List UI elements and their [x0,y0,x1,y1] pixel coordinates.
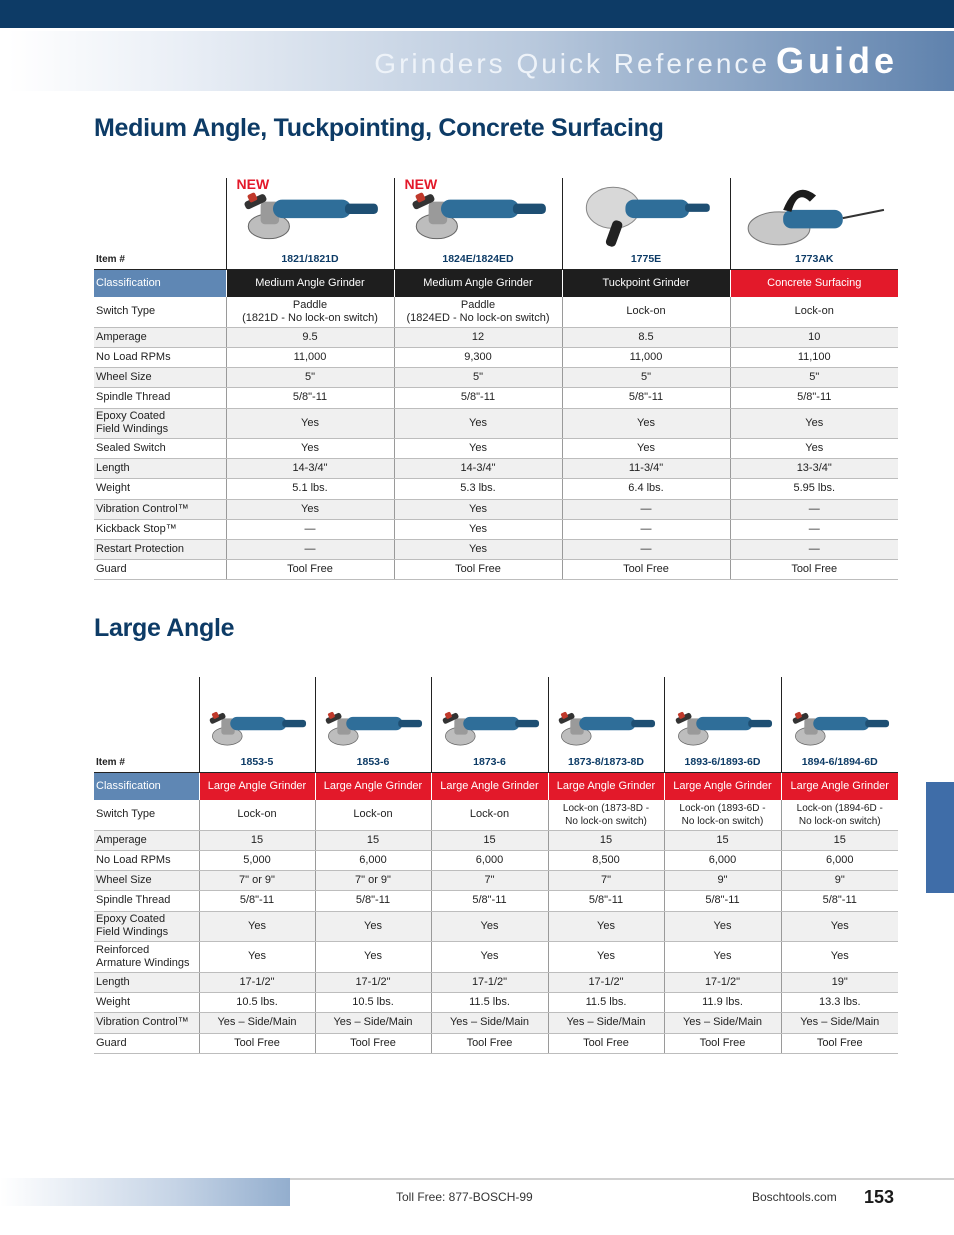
spec-value: Yes – Side/Main [199,1012,315,1033]
grinder-photo [205,702,309,754]
item-number: 1821/1821D [226,251,394,269]
spec-value: Yes [730,438,898,458]
spec-value: Tool Free [548,1033,664,1053]
spec-value: — [730,539,898,559]
classification-row [94,269,898,297]
item-number: 1873-6 [431,754,548,772]
grinder-photo [554,702,658,754]
spec-row [94,478,898,499]
spec-value: 12 [394,327,562,347]
spec-row [94,559,898,579]
spec-value: 17-1/2" [664,972,781,992]
product-image-cell [226,178,394,251]
spec-value: Yes [548,941,664,972]
spec-label: Spindle Thread [94,890,199,911]
classification-value: Large Angle Grinder [199,772,315,800]
spec-value: 5/8"-11 [548,890,664,911]
spec-value: 5" [226,367,394,387]
spec-value: Tool Free [394,559,562,579]
footer-divider [290,1178,954,1180]
spec-row [94,1012,898,1033]
spec-label: Epoxy Coated Field Windings [94,408,226,438]
grinder-photo [571,179,721,251]
spec-value: 13.3 lbs. [781,992,898,1012]
spec-label: Amperage [94,830,199,850]
spec-value: Yes [431,911,548,941]
grinder-photo [671,702,775,754]
spec-value: Yes [664,911,781,941]
spec-row [94,830,898,850]
product-image-cell [199,677,315,754]
item-label: Item # [94,251,226,269]
spec-value: 9,300 [394,347,562,367]
spec-value: Tool Free [199,1033,315,1053]
spec-value: Tool Free [562,559,730,579]
spec-value: 11,100 [730,347,898,367]
spec-value: 6,000 [664,850,781,870]
spec-value: Yes [394,408,562,438]
spec-label: No Load RPMs [94,347,226,367]
spec-label: Wheel Size [94,367,226,387]
spec-value: Yes – Side/Main [431,1012,548,1033]
page-title-bold: Guide [775,40,898,81]
item-number: 1853-6 [315,754,431,772]
classification-value: Large Angle Grinder [431,772,548,800]
spec-value: 5/8"-11 [664,890,781,911]
spec-label: Length [94,972,199,992]
spec-row [94,408,898,438]
classification-value: Large Angle Grinder [548,772,664,800]
product-image-row [94,178,898,251]
image-row-label [94,677,199,754]
spec-row [94,972,898,992]
item-number: 1894-6/1894-6D [781,754,898,772]
page-number: 153 [864,1187,895,1207]
spec-value: Yes [431,941,548,972]
spec-value: Yes [226,438,394,458]
spec-value: 19" [781,972,898,992]
spec-value: 17-1/2" [199,972,315,992]
classification-label: Classification [94,269,226,297]
spec-row [94,911,898,941]
spec-value: Tool Free [730,559,898,579]
spec-value: 15 [781,830,898,850]
spec-value: 7" or 9" [315,870,431,890]
spec-label: Switch Type [94,297,226,327]
spec-value: Tool Free [431,1033,548,1053]
spec-value: 6,000 [431,850,548,870]
grinder-photo [321,702,425,754]
spec-row [94,297,898,327]
spec-label: Amperage [94,327,226,347]
spec-value: 9.5 [226,327,394,347]
spec-value: Yes [226,408,394,438]
classification-value: Large Angle Grinder [315,772,431,800]
item-number: 1873-8/1873-8D [548,754,664,772]
spec-value: 5/8"-11 [562,387,730,408]
spec-value: 5/8"-11 [431,890,548,911]
image-row-label [94,178,226,251]
toll-free-number: Toll Free: 877-BOSCH-99 [396,1190,533,1204]
spec-value: Yes [394,519,562,539]
spec-row [94,800,898,830]
spec-value: Lock-on [315,800,431,830]
spec-row [94,539,898,559]
spec-value: Yes [562,438,730,458]
spec-value: 11.5 lbs. [548,992,664,1012]
item-number: 1775E [562,251,730,269]
spec-value: 9" [664,870,781,890]
spec-value: 5.1 lbs. [226,478,394,499]
spec-value: 17-1/2" [548,972,664,992]
spec-row [94,347,898,367]
product-image-cell [730,178,898,251]
spec-value: 13-3/4" [730,458,898,478]
spec-value: Tool Free [781,1033,898,1053]
spec-value: — [226,539,394,559]
spec-value: 5/8"-11 [394,387,562,408]
spec-value: 7" or 9" [199,870,315,890]
spec-value: — [226,519,394,539]
spec-label: Vibration Control™ [94,1012,199,1033]
section2-title: Large Angle [94,614,235,642]
spec-value: 5/8"-11 [315,890,431,911]
spec-value: 5/8"-11 [199,890,315,911]
spec-label: Vibration Control™ [94,499,226,519]
spec-row [94,327,898,347]
spec-label: Wheel Size [94,870,199,890]
spec-value: 5/8"-11 [730,387,898,408]
spec-value: Yes [199,941,315,972]
spec-value: 5" [394,367,562,387]
item-number-row [94,754,898,772]
spec-value: 10 [730,327,898,347]
spec-row [94,890,898,911]
spec-value: Paddle (1821D - No lock-on switch) [226,297,394,327]
spec-value: 15 [431,830,548,850]
spec-label: No Load RPMs [94,850,199,870]
classification-value: Concrete Surfacing [730,269,898,297]
spec-row [94,458,898,478]
spec-label: Weight [94,478,226,499]
new-badge: NEW [404,176,438,192]
spec-value: Yes [781,911,898,941]
spec-value: Tool Free [664,1033,781,1053]
spec-value: Yes – Side/Main [548,1012,664,1033]
product-image-cell [664,677,781,754]
classification-value: Medium Angle Grinder [226,269,394,297]
classification-value: Medium Angle Grinder [394,269,562,297]
spec-value: 5.95 lbs. [730,478,898,499]
spec-value: Paddle (1824ED - No lock-on switch) [394,297,562,327]
spec-value: — [730,519,898,539]
spec-value: 6,000 [781,850,898,870]
spec-value: Yes [664,941,781,972]
spec-label: Restart Protection [94,539,226,559]
section1-title: Medium Angle, Tuckpointing, Concrete Surfacing [94,114,664,142]
grinder-photo [438,702,542,754]
product-image-cell [394,178,562,251]
item-number-row [94,251,898,269]
spec-value: Yes – Side/Main [315,1012,431,1033]
spec-value: 10.5 lbs. [199,992,315,1012]
spec-value: 5" [562,367,730,387]
top-bar [0,0,954,28]
spec-value: 5/8"-11 [781,890,898,911]
spec-value: Yes [562,408,730,438]
spec-row [94,438,898,458]
spec-value: 15 [315,830,431,850]
spec-value: Lock-on (1893-6D - No lock-on switch) [664,800,781,830]
spec-value: 11.5 lbs. [431,992,548,1012]
spec-value: 9" [781,870,898,890]
grinder-photo [788,702,892,754]
spec-row [94,387,898,408]
medium-angle-spec-table [94,178,898,580]
website: Boschtools.com [752,1190,837,1204]
spec-value: 11,000 [226,347,394,367]
footer-gradient [0,1178,290,1206]
spec-value: 8,500 [548,850,664,870]
product-image-cell [431,677,548,754]
spec-value: 15 [548,830,664,850]
spec-value: 5,000 [199,850,315,870]
spec-value: Yes [394,539,562,559]
item-number: 1853-5 [199,754,315,772]
spec-value: 6,000 [315,850,431,870]
classification-value: Large Angle Grinder [781,772,898,800]
classification-row [94,772,898,800]
classification-value: Large Angle Grinder [664,772,781,800]
spec-row [94,850,898,870]
spec-row [94,499,898,519]
spec-value: Yes – Side/Main [781,1012,898,1033]
spec-value: 8.5 [562,327,730,347]
spec-row [94,941,898,972]
page-title-light: Grinders Quick Reference [374,48,770,79]
spec-label: Sealed Switch [94,438,226,458]
spec-value: 15 [199,830,315,850]
spec-value: Yes [394,499,562,519]
spec-label: Kickback Stop™ [94,519,226,539]
spec-label: Switch Type [94,800,199,830]
classification-label: Classification [94,772,199,800]
product-image-cell [315,677,431,754]
spec-row [94,519,898,539]
spec-value: 17-1/2" [431,972,548,992]
spec-value: Yes [315,941,431,972]
large-angle-spec-table [94,677,898,1054]
item-number: 1773AK [730,251,898,269]
new-badge: NEW [236,176,270,192]
product-image-cell [562,178,730,251]
spec-value: 7" [431,870,548,890]
spec-row [94,992,898,1012]
spec-value: 14-3/4" [226,458,394,478]
spec-value: Lock-on [199,800,315,830]
side-tab [926,782,954,893]
spec-value: 15 [664,830,781,850]
spec-value: 17-1/2" [315,972,431,992]
spec-value: 6.4 lbs. [562,478,730,499]
spec-value: 5" [730,367,898,387]
spec-value: 11,000 [562,347,730,367]
spec-value: 7" [548,870,664,890]
spec-label: Length [94,458,226,478]
product-image-row [94,677,898,754]
spec-label: Guard [94,1033,199,1053]
spec-value: Yes [315,911,431,941]
spec-value: 10.5 lbs. [315,992,431,1012]
item-label: Item # [94,754,199,772]
spec-value: 14-3/4" [394,458,562,478]
item-number: 1893-6/1893-6D [664,754,781,772]
spec-value: 5/8"-11 [226,387,394,408]
product-image-cell [781,677,898,754]
spec-value: Tool Free [315,1033,431,1053]
spec-value: Lock-on (1894-6D - No lock-on switch) [781,800,898,830]
product-image-cell [548,677,664,754]
spec-value: — [562,519,730,539]
spec-row [94,367,898,387]
spec-row [94,1033,898,1053]
spec-value: — [562,499,730,519]
spec-value: Yes [199,911,315,941]
spec-label: Guard [94,559,226,579]
spec-value: 11.9 lbs. [664,992,781,1012]
spec-value: Tool Free [226,559,394,579]
spec-row [94,870,898,890]
spec-value: Yes – Side/Main [664,1012,781,1033]
spec-label: Reinforced Armature Windings [94,941,199,972]
spec-value: Yes [394,438,562,458]
spec-value: Yes [548,911,664,941]
spec-value: Lock-on [562,297,730,327]
classification-value: Tuckpoint Grinder [562,269,730,297]
spec-value: 5.3 lbs. [394,478,562,499]
spec-value: — [562,539,730,559]
spec-label: Spindle Thread [94,387,226,408]
spec-value: Yes [226,499,394,519]
spec-value: 11-3/4" [562,458,730,478]
spec-value: Yes [730,408,898,438]
spec-value: Lock-on [431,800,548,830]
spec-value: Yes [781,941,898,972]
grinder-photo [739,179,889,251]
spec-label: Epoxy Coated Field Windings [94,911,199,941]
spec-value: — [730,499,898,519]
spec-label: Weight [94,992,199,1012]
item-number: 1824E/1824ED [394,251,562,269]
spec-value: Lock-on (1873-8D - No lock-on switch) [548,800,664,830]
page-title [374,40,898,82]
spec-value: Lock-on [730,297,898,327]
